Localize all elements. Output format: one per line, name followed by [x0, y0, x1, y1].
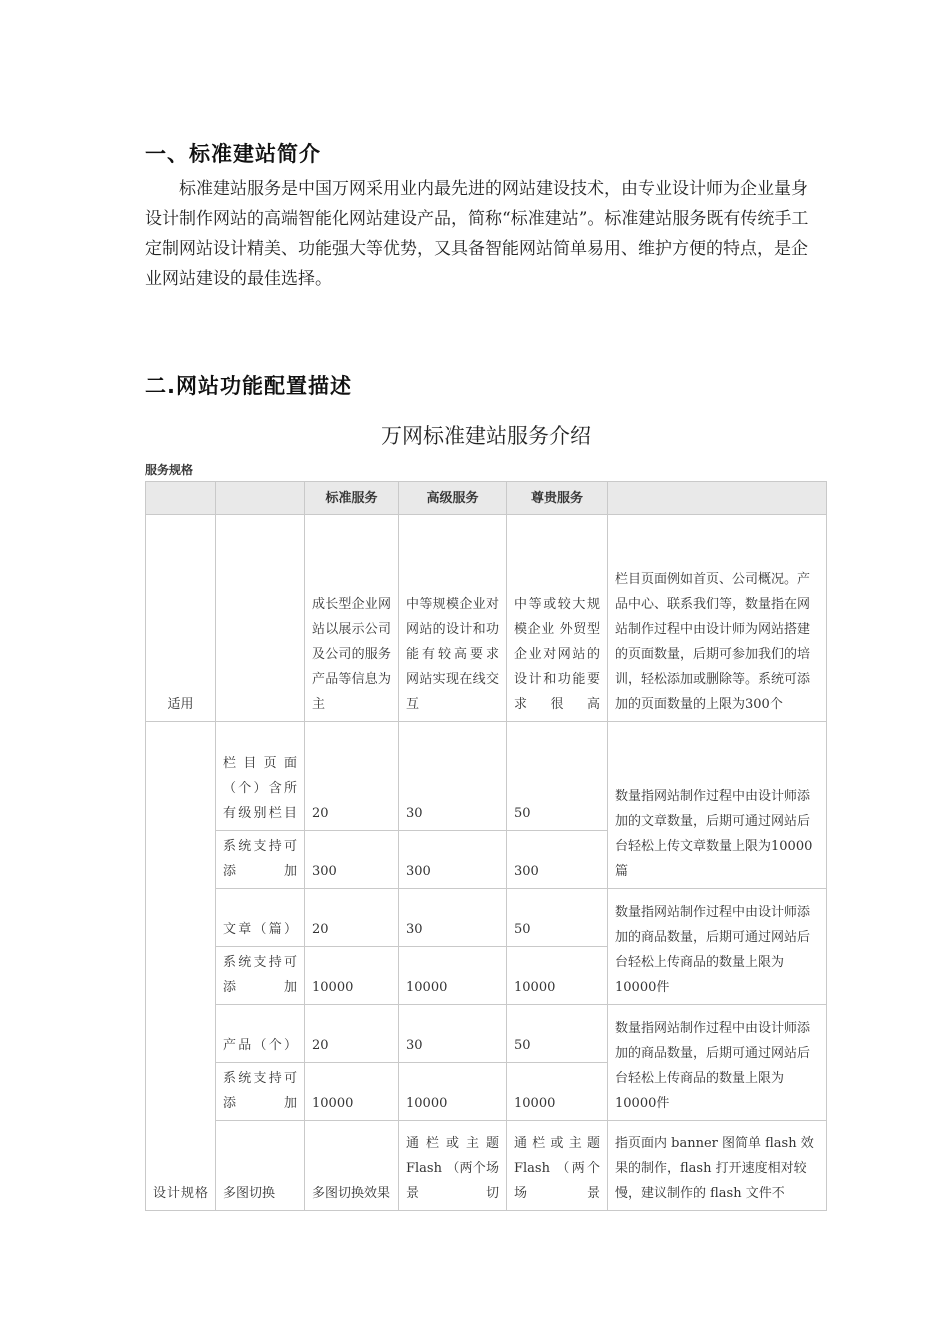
cell-premium: 50	[507, 722, 608, 831]
section-heading-intro: 一、标准建站简介	[145, 142, 321, 166]
table-row	[146, 722, 827, 831]
table-row-applicable	[146, 515, 827, 722]
cell-premium: 通栏或主题 Flash （两个场景	[507, 1121, 608, 1211]
cell-standard: 20	[305, 1005, 399, 1063]
cell-advanced: 30	[399, 722, 507, 831]
table-row	[146, 1005, 827, 1063]
cell-standard: 20	[305, 889, 399, 947]
cell-item: 系统支持可添加	[216, 947, 305, 1005]
cell-applicable-premium: 中等或较大规模企业 外贸型企业对网站的设计和功能要求很高	[507, 515, 608, 722]
cell-applicable-note: 栏目页面例如首页、公司概况。产品中心、联系我们等，数量指在网站制作过程中由设计师为网站搭建的页面数量，后期可参加我们的培训，轻松添加或删除等。系统可添加的页面数量的上限为300个	[608, 515, 827, 722]
cell-applicable-advanced: 中等规模企业对网站的设计和功能有较高要求 网站实现在线交互	[399, 515, 507, 722]
cell-advanced: 10000	[399, 1063, 507, 1121]
cell-premium: 50	[507, 1005, 608, 1063]
cell-note-products-a: 数量指网站制作过程中由设计师添加的商品数量，后期可通过网站后台轻松上传商品的数量上限为10000件	[608, 889, 827, 1005]
header-standard: 标准服务	[305, 482, 399, 515]
table-row	[146, 889, 827, 947]
table-header-row	[146, 482, 827, 515]
cell-standard: 10000	[305, 947, 399, 1005]
cell-premium: 10000	[507, 947, 608, 1005]
cell-premium: 50	[507, 889, 608, 947]
cell-applicable-standard: 成长型企业网站以展示公司及公司的服务产品等信息为主	[305, 515, 399, 722]
header-empty-3	[608, 482, 827, 515]
cell-item: 文章（篇）	[216, 889, 305, 947]
header-advanced: 高级服务	[399, 482, 507, 515]
table-caption: 万网标准建站服务介绍	[381, 424, 591, 448]
cell-advanced: 30	[399, 889, 507, 947]
cell-note-articles: 数量指网站制作过程中由设计师添加的文章数量，后期可通过网站后台轻松上传文章数量上限为10000篇	[608, 722, 827, 889]
cell-advanced: 10000	[399, 947, 507, 1005]
cell-design-label: 设计规格	[146, 722, 216, 1211]
cell-item: 系统支持可添加	[216, 831, 305, 889]
cell-advanced: 300	[399, 831, 507, 889]
section-heading-config: 二.网站功能配置描述	[145, 374, 352, 398]
cell-standard: 10000	[305, 1063, 399, 1121]
cell-premium: 300	[507, 831, 608, 889]
table-label: 服务规格	[145, 463, 194, 477]
cell-applicable-empty	[216, 515, 305, 722]
cell-standard: 多图切换效果	[305, 1121, 399, 1211]
cell-item: 栏目页面（个）含所有级别栏目	[216, 722, 305, 831]
cell-advanced: 通栏或主题 Flash （两个场景切	[399, 1121, 507, 1211]
cell-note-products-b: 数量指网站制作过程中由设计师添加的商品数量，后期可通过网站后台轻松上传商品的数量上限为10000件	[608, 1005, 827, 1121]
header-empty-2	[216, 482, 305, 515]
cell-premium: 10000	[507, 1063, 608, 1121]
header-premium: 尊贵服务	[507, 482, 608, 515]
intro-paragraph: 标准建站服务是中国万网采用业内最先进的网站建设技术，由专业设计师为企业量身设计制作网站的高端智能化网站建设产品，简称“标准建站”。标准建站服务既有传统手工定制网站设计精美、功能强大等优势，又具备智能网站简单易用、维护方便的特点，是企业网站建设的最佳选择。	[145, 179, 809, 289]
cell-note-banner: 指页面内 banner 图简单 flash 效果的制作，flash 打开速度相对较慢，建议制作的 flash 文件不	[608, 1121, 827, 1211]
cell-item: 系统支持可添加	[216, 1063, 305, 1121]
cell-standard: 300	[305, 831, 399, 889]
cell-item: 产品（个）	[216, 1005, 305, 1063]
cell-standard: 20	[305, 722, 399, 831]
cell-applicable-label: 适用	[146, 515, 216, 722]
table-row	[146, 1121, 827, 1211]
cell-item: 多图切换	[216, 1121, 305, 1211]
header-empty-1	[146, 482, 216, 515]
service-spec-table	[145, 481, 827, 1211]
cell-advanced: 30	[399, 1005, 507, 1063]
